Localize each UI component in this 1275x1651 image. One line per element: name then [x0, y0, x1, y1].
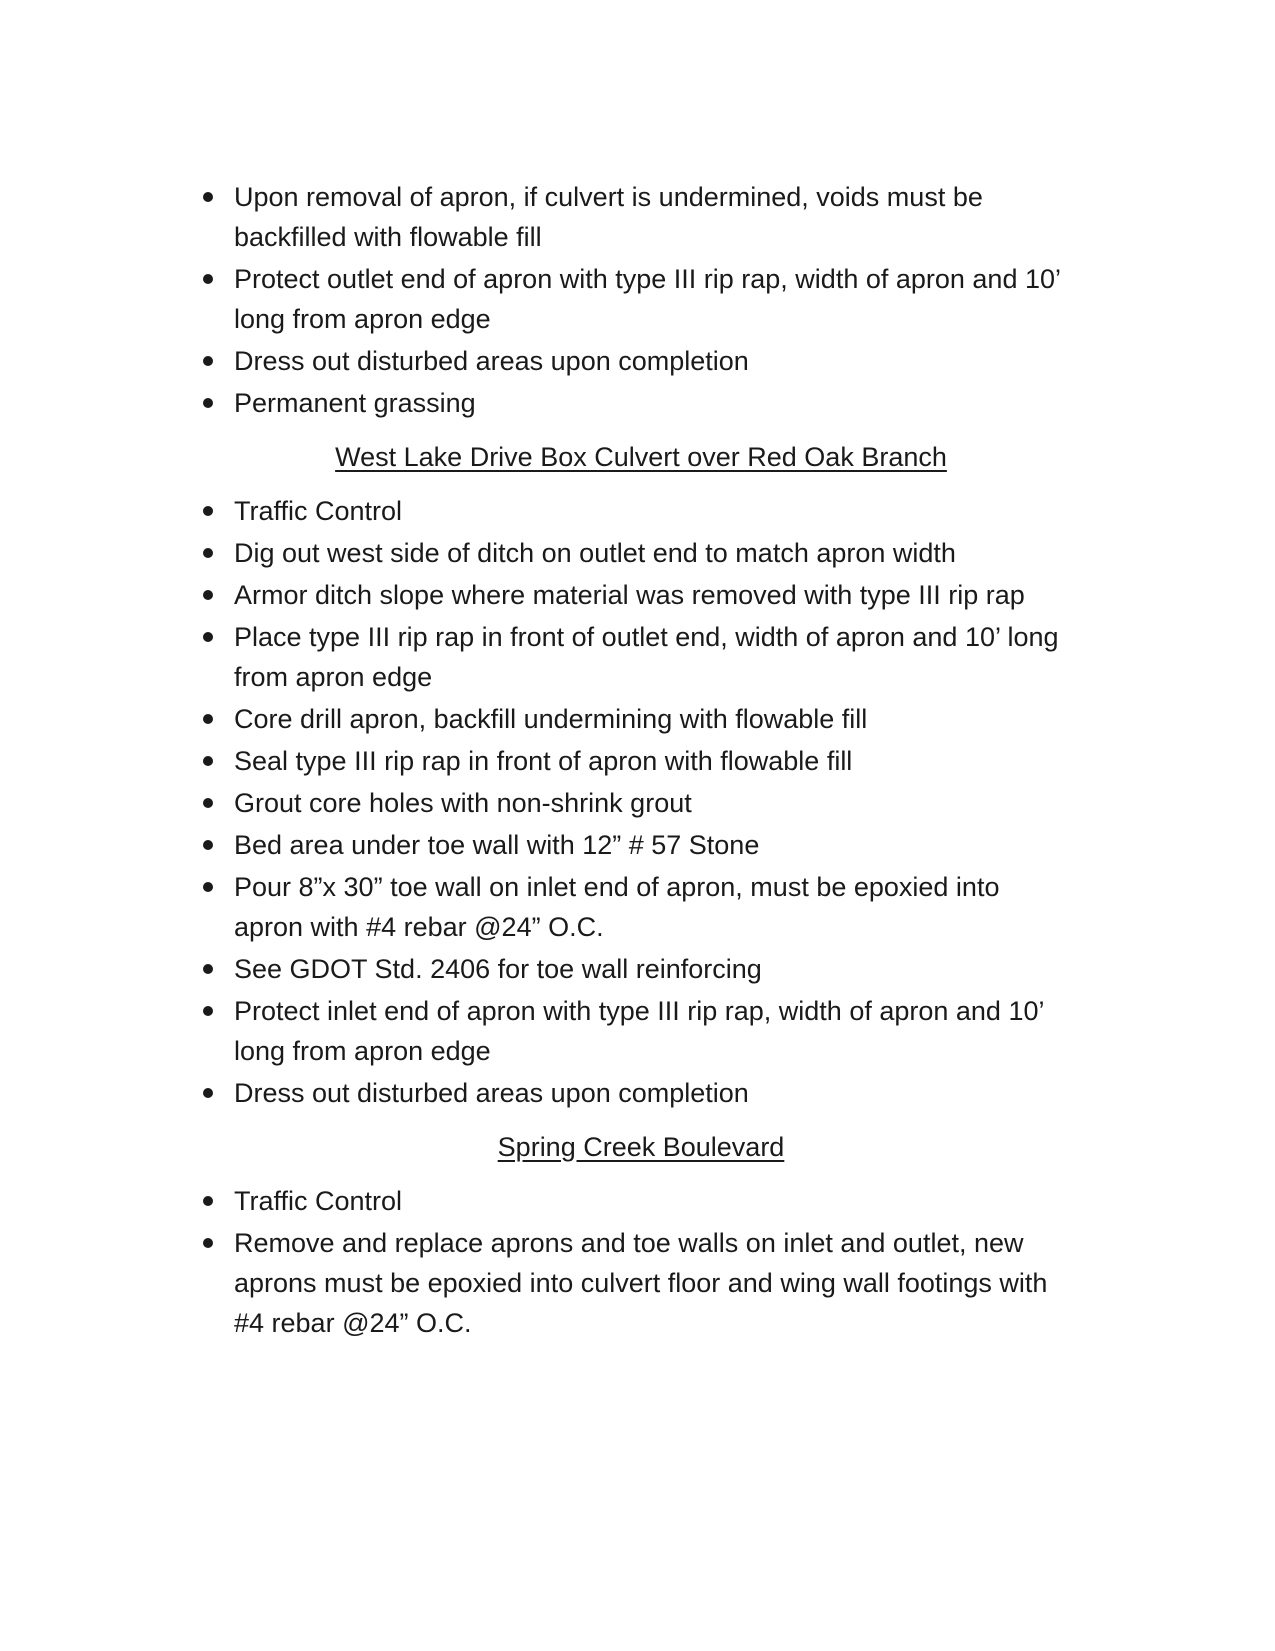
list-item: Dig out west side of ditch on outlet end to match apron width — [196, 533, 1066, 573]
list-item: Permanent grassing — [196, 383, 1066, 423]
list-item: Dress out disturbed areas upon completion — [196, 341, 1066, 381]
list-item: See GDOT Std. 2406 for toe wall reinforcing — [196, 949, 1066, 989]
list-item: Remove and replace aprons and toe walls on inlet and outlet, new aprons must be epoxied into culvert floor and wing wall footings with #4 rebar @24” O.C. — [196, 1223, 1066, 1343]
section2-list — [196, 491, 1066, 1113]
list-item: Traffic Control — [196, 1181, 1066, 1221]
list-item: Armor ditch slope where material was removed with type III rip rap — [196, 575, 1066, 615]
list-item: Bed area under toe wall with 12” # 57 Stone — [196, 825, 1066, 865]
list-item: Core drill apron, backfill undermining with flowable fill — [196, 699, 1066, 739]
section-heading-west-lake-drive: West Lake Drive Box Culvert over Red Oak Branch — [335, 442, 947, 472]
list-item: Protect outlet end of apron with type III rip rap, width of apron and 10’ long from apron edge — [196, 259, 1066, 339]
document-content — [196, 177, 1066, 1345]
list-item: Traffic Control — [196, 491, 1066, 531]
section1-list — [196, 177, 1066, 423]
list-item: Protect inlet end of apron with type III rip rap, width of apron and 10’ long from apron edge — [196, 991, 1066, 1071]
section3-list — [196, 1181, 1066, 1343]
section-heading-spring-creek-boulevard: Spring Creek Boulevard — [497, 1132, 785, 1162]
list-item: Dress out disturbed areas upon completion — [196, 1073, 1066, 1113]
list-item: Grout core holes with non-shrink grout — [196, 783, 1066, 823]
list-item: Pour 8”x 30” toe wall on inlet end of apron, must be epoxied into apron with #4 rebar @24” O.C. — [196, 867, 1066, 947]
list-item: Upon removal of apron, if culvert is undermined, voids must be backfilled with flowable fill — [196, 177, 1066, 257]
list-item: Place type III rip rap in front of outlet end, width of apron and 10’ long from apron edge — [196, 617, 1066, 697]
list-item: Seal type III rip rap in front of apron with flowable fill — [196, 741, 1066, 781]
